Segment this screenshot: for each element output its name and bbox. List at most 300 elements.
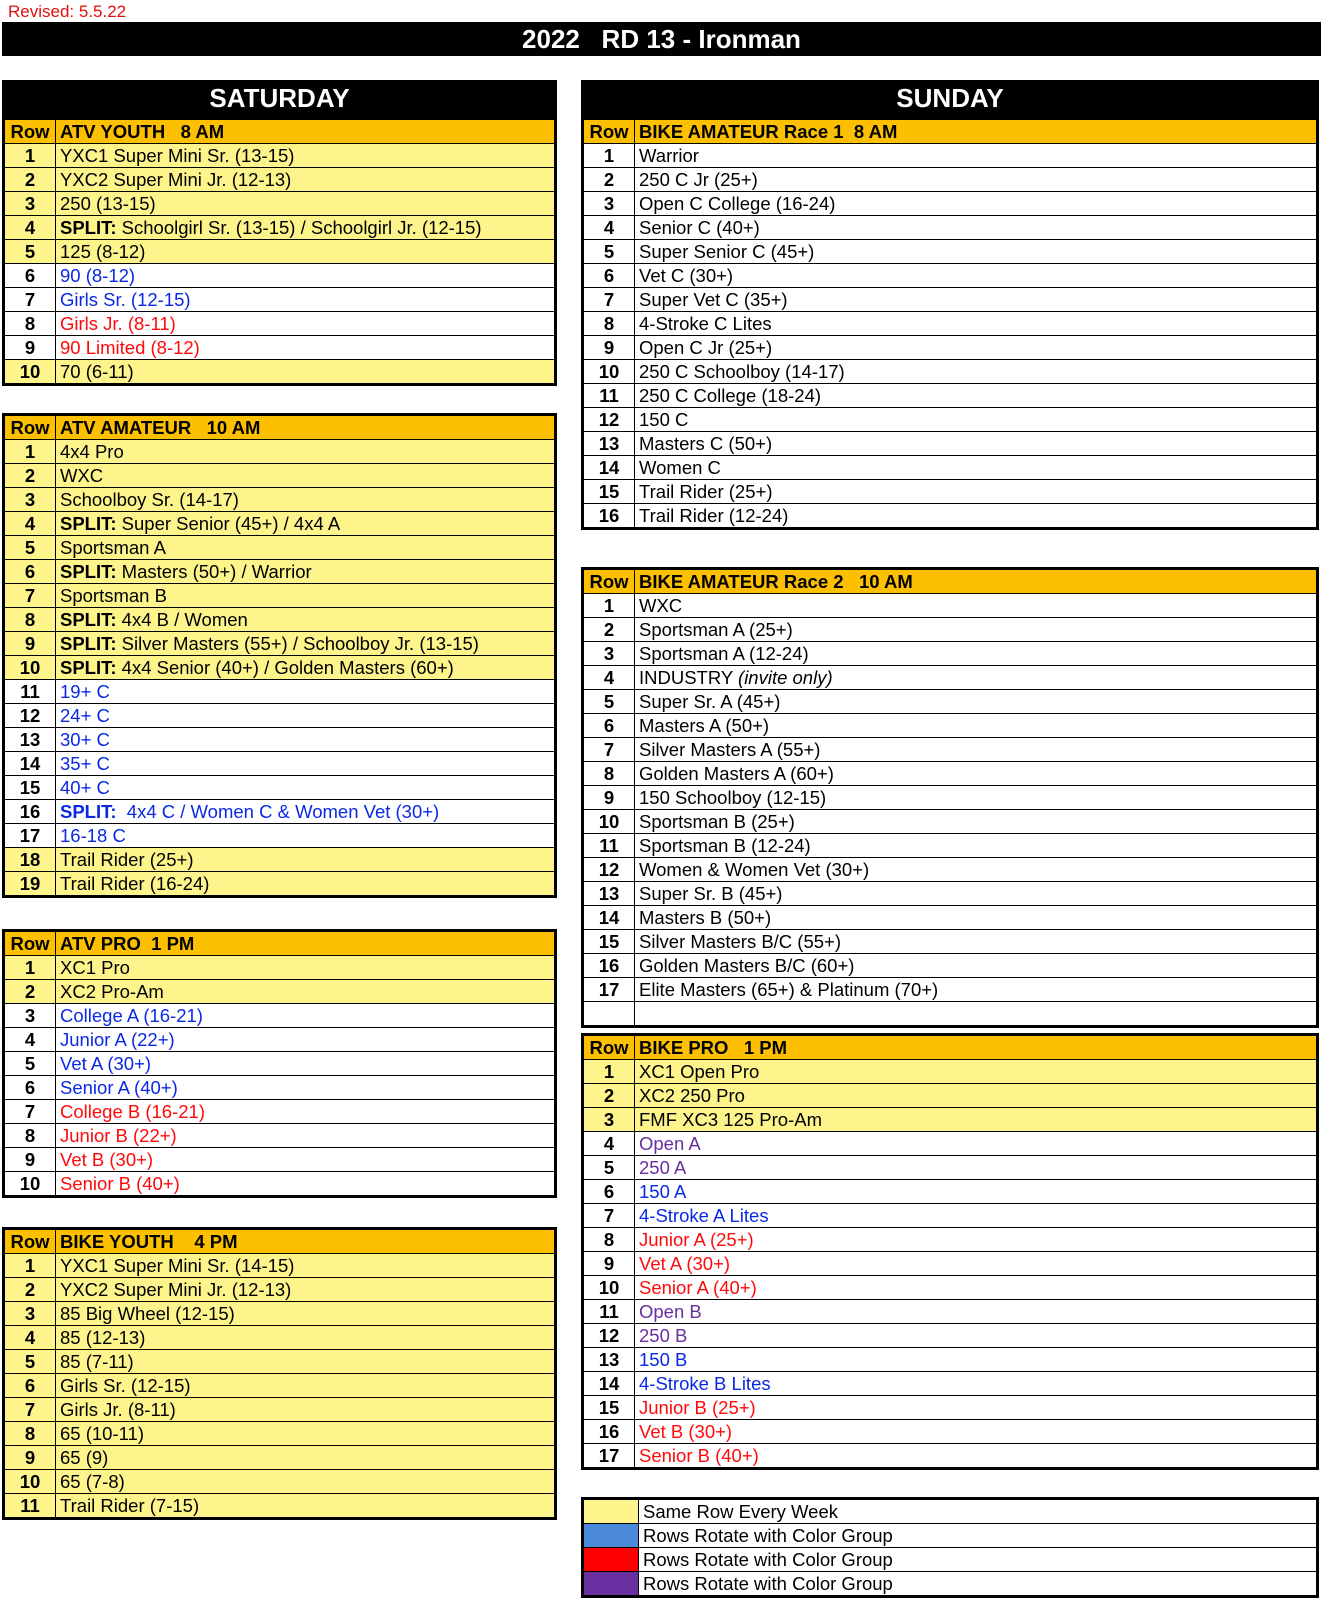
table-row: [4, 632, 556, 656]
row-number: 4: [603, 666, 615, 688]
class-name: Girls Jr. (8-11): [60, 312, 176, 334]
class-name: 4x4 Senior (40+) / Golden Masters (60+): [116, 656, 454, 678]
class-name: XC2 250 Pro: [639, 1084, 745, 1106]
class-name: Senior A (40+): [639, 1276, 757, 1298]
class-name: 250 C Jr (25+): [639, 168, 758, 190]
class-name: 85 (7-11): [60, 1350, 134, 1372]
class-name: 90 (8-12): [60, 264, 136, 286]
table-row: [583, 1228, 1318, 1252]
class-name: 4x4 B / Women: [116, 608, 248, 630]
legend-item: [583, 1524, 1318, 1548]
class-name: Senior B (40+): [639, 1444, 759, 1466]
class-name: Trail Rider (12-24): [639, 504, 789, 526]
row-number: 16: [598, 504, 620, 526]
table-row: [4, 728, 556, 752]
row-number: 1: [603, 144, 615, 166]
row-number: 1: [603, 594, 615, 616]
table-row: [4, 1172, 556, 1197]
class-note: (invite only): [738, 666, 833, 688]
row-number: 1: [24, 144, 36, 166]
class-name: 70 (6-11): [60, 360, 134, 382]
legend-item: [583, 1548, 1318, 1572]
table-row: [583, 1132, 1318, 1156]
table-row: [583, 1060, 1318, 1084]
legend-item: [583, 1572, 1318, 1597]
class-name: Girls Sr. (12-15): [60, 288, 191, 310]
table-row: [583, 618, 1318, 642]
table-row: [4, 584, 556, 608]
row-number: 3: [24, 1302, 36, 1324]
table-row: [583, 882, 1318, 906]
row-column-header: Row: [10, 932, 50, 954]
class-name: Sportsman A (12-24): [639, 642, 809, 664]
table-row: [583, 858, 1318, 882]
class-name: Super Senior C (45+): [639, 240, 815, 262]
row-number: 8: [603, 762, 615, 784]
section-title: BIKE AMATEUR Race 1 8 AM: [639, 120, 898, 142]
row-number: 8: [24, 608, 36, 630]
row-number: 8: [603, 312, 615, 334]
class-name: 4-Stroke C Lites: [639, 312, 772, 334]
table-row: [4, 464, 556, 488]
table-row: [583, 456, 1318, 480]
row-number: 13: [19, 728, 41, 750]
table-row: [583, 642, 1318, 666]
row-number: 9: [603, 786, 615, 808]
class-name: Golden Masters B/C (60+): [639, 954, 855, 976]
class-name: Elite Masters (65+) & Platinum (70+): [639, 978, 939, 1000]
table-row: [4, 848, 556, 872]
table-row: [4, 824, 556, 848]
row-number: 8: [603, 1228, 615, 1250]
table-row: [583, 1204, 1318, 1228]
class-name: WXC: [60, 464, 104, 486]
table-row: [4, 192, 556, 216]
table-row: [583, 954, 1318, 978]
bike-youth-table: [2, 1227, 557, 1520]
row-column-header: Row: [589, 1036, 629, 1058]
class-name: WXC: [639, 594, 683, 616]
row-number: 2: [24, 168, 36, 190]
table-row: [583, 1324, 1318, 1348]
row-number: 7: [24, 1100, 36, 1122]
table-row: [583, 738, 1318, 762]
row-number: 4: [24, 1028, 36, 1050]
section-header-row: [4, 931, 556, 956]
table-row: [4, 1148, 556, 1172]
table-row: [4, 288, 556, 312]
row-number: 2: [603, 618, 615, 640]
section-title: BIKE PRO 1 PM: [639, 1036, 788, 1058]
row-number: 5: [603, 1156, 615, 1178]
class-name: 4x4 C / Women C & Women Vet (30+): [116, 800, 440, 822]
class-name: Trail Rider (7-15): [60, 1494, 200, 1516]
row-number: 7: [603, 738, 615, 760]
table-row: [4, 1278, 556, 1302]
row-number: 6: [603, 264, 615, 286]
row-number: 3: [603, 1108, 615, 1130]
atv-youth-table: [2, 117, 557, 386]
class-name: College B (16-21): [60, 1100, 205, 1122]
table-row: [4, 1028, 556, 1052]
row-number: 1: [24, 440, 36, 462]
row-number: 14: [598, 456, 620, 478]
row-number: 6: [24, 1076, 36, 1098]
class-name: Vet A (30+): [639, 1252, 731, 1274]
table-row: [4, 312, 556, 336]
row-column-header: Row: [589, 570, 629, 592]
class-name: 150 Schoolboy (12-15): [639, 786, 827, 808]
table-row: [583, 594, 1318, 618]
split-label: SPLIT:: [60, 512, 117, 534]
class-name: 4-Stroke B Lites: [639, 1372, 771, 1394]
row-number: 13: [598, 432, 620, 454]
row-number: 9: [24, 336, 36, 358]
class-name: Junior A (22+): [60, 1028, 175, 1050]
class-name: 85 Big Wheel (12-15): [60, 1302, 235, 1324]
bike-amateur-race2-table: [581, 567, 1319, 1028]
row-number: 13: [598, 882, 620, 904]
row-number: 7: [603, 288, 615, 310]
table-row: [4, 440, 556, 464]
class-name: Silver Masters B/C (55+): [639, 930, 842, 952]
row-number: 8: [24, 312, 36, 334]
section-header-row: [583, 569, 1318, 594]
legend-swatch: [583, 1524, 639, 1548]
class-name: 125 (8-12): [60, 240, 146, 262]
row-number: 18: [19, 848, 41, 870]
row-number: 17: [19, 824, 41, 846]
class-name: Girls Sr. (12-15): [60, 1374, 191, 1396]
table-row: [4, 956, 556, 980]
atv-pro-table: [2, 929, 557, 1198]
color-legend: [581, 1497, 1319, 1598]
class-name: Women C: [639, 456, 721, 478]
row-number: 8: [24, 1422, 36, 1444]
row-number: 10: [598, 360, 620, 382]
section-title: ATV YOUTH 8 AM: [60, 120, 225, 142]
class-name: YXC2 Super Mini Jr. (12-13): [60, 168, 292, 190]
table-row: [583, 1396, 1318, 1420]
section-title: ATV AMATEUR 10 AM: [60, 416, 261, 438]
row-number: 11: [599, 384, 619, 406]
split-label: SPLIT:: [60, 560, 117, 582]
class-name: FMF XC3 125 Pro-Am: [639, 1108, 822, 1130]
atv-amateur-table: [2, 413, 557, 898]
class-name: 250 C College (18-24): [639, 384, 822, 406]
table-row: [583, 762, 1318, 786]
class-name: Open A: [639, 1132, 701, 1154]
row-number: 10: [19, 1172, 41, 1194]
table-row: [583, 1300, 1318, 1324]
table-row: [4, 1494, 556, 1519]
class-name: Warrior: [639, 144, 699, 166]
row-number: 17: [598, 1444, 620, 1466]
table-row: [4, 168, 556, 192]
row-number: 3: [603, 192, 615, 214]
row-number: 17: [598, 978, 620, 1000]
row-number: 9: [603, 336, 615, 358]
table-row: [4, 1254, 556, 1278]
table-row: [583, 1372, 1318, 1396]
row-number: 16: [19, 800, 41, 822]
class-name: 65 (10-11): [60, 1422, 144, 1444]
row-column-header: Row: [10, 1230, 50, 1252]
table-row: [4, 512, 556, 536]
legend-label: Rows Rotate with Color Group: [643, 1548, 893, 1570]
class-name: 24+ C: [60, 704, 110, 726]
class-name: INDUSTRY: [639, 666, 739, 688]
class-name: 150 B: [639, 1348, 688, 1370]
class-name: Super Sr. B (45+): [639, 882, 783, 904]
table-row: [4, 1470, 556, 1494]
row-number: 5: [24, 1350, 36, 1372]
class-name: Junior B (22+): [60, 1124, 177, 1146]
table-row: [583, 264, 1318, 288]
row-number: 14: [19, 752, 41, 774]
table-row: [583, 1444, 1318, 1469]
row-number: 15: [598, 1396, 620, 1418]
class-name: Trail Rider (25+): [639, 480, 773, 502]
class-name: 90 Limited (8-12): [60, 336, 200, 358]
split-label: SPLIT:: [60, 656, 117, 678]
table-row: [583, 666, 1318, 690]
row-number: 6: [603, 714, 615, 736]
table-row: [583, 480, 1318, 504]
class-name: 250 (13-15): [60, 192, 156, 214]
table-row: [583, 144, 1318, 168]
class-name: 4-Stroke A Lites: [639, 1204, 769, 1226]
section-header-row: [4, 415, 556, 440]
row-number: 14: [598, 906, 620, 928]
class-name: Super Sr. A (45+): [639, 690, 781, 712]
table-row: [583, 810, 1318, 834]
table-row: [583, 192, 1318, 216]
table-row: [4, 680, 556, 704]
table-row: [4, 1100, 556, 1124]
class-name: Sportsman A (25+): [639, 618, 793, 640]
row-number: 10: [19, 1470, 41, 1492]
table-row: [4, 144, 556, 168]
row-number: 5: [24, 536, 36, 558]
table-row: [4, 488, 556, 512]
table-row: [583, 906, 1318, 930]
class-name: Masters B (50+): [639, 906, 772, 928]
table-row: [4, 704, 556, 728]
class-name: 250 C Schoolboy (14-17): [639, 360, 845, 382]
row-number: 12: [598, 858, 620, 880]
class-name: Women & Women Vet (30+): [639, 858, 870, 880]
table-row: [4, 240, 556, 264]
row-number: 4: [24, 512, 36, 534]
page-title: 2022 RD 13 - Ironman: [2, 22, 1321, 56]
class-name: 250 A: [639, 1156, 687, 1178]
table-row: [4, 1374, 556, 1398]
class-name: Open B: [639, 1300, 702, 1322]
table-row: [583, 1276, 1318, 1300]
class-name: Sportsman B: [60, 584, 167, 606]
class-name: 40+ C: [60, 776, 110, 798]
class-name: Masters (50+) / Warrior: [116, 560, 312, 582]
table-row: [583, 288, 1318, 312]
row-number: 6: [603, 1180, 615, 1202]
table-row: [4, 1302, 556, 1326]
section-header-row: [4, 1229, 556, 1254]
table-row: [583, 240, 1318, 264]
class-name: Trail Rider (25+): [60, 848, 194, 870]
table-row: [4, 216, 556, 240]
row-number: 2: [24, 980, 36, 1002]
class-name: Senior B (40+): [60, 1172, 180, 1194]
table-row: [583, 978, 1318, 1002]
row-number: 15: [598, 480, 620, 502]
class-name: Girls Jr. (8-11): [60, 1398, 176, 1420]
class-name: 150 A: [639, 1180, 687, 1202]
table-row: [583, 1348, 1318, 1372]
row-number: 1: [24, 956, 36, 978]
row-number: 14: [598, 1372, 620, 1394]
table-row: [583, 1156, 1318, 1180]
row-number: 15: [598, 930, 620, 952]
row-number: 9: [24, 632, 36, 654]
class-name: Senior C (40+): [639, 216, 760, 238]
row-number: 6: [24, 1374, 36, 1396]
table-row: [4, 1350, 556, 1374]
class-name: Sportsman B (12-24): [639, 834, 811, 856]
class-name: YXC1 Super Mini Sr. (14-15): [60, 1254, 295, 1276]
row-number: 7: [24, 584, 36, 606]
row-number: 9: [24, 1446, 36, 1468]
legend-swatch: [583, 1499, 639, 1524]
table-row: [583, 1084, 1318, 1108]
row-number: 3: [24, 192, 36, 214]
row-number: 4: [603, 1132, 615, 1154]
bike-amateur-race1-table: [581, 117, 1319, 530]
row-number: 6: [24, 264, 36, 286]
bike-pro-table: [581, 1033, 1319, 1470]
table-row: [583, 786, 1318, 810]
table-row: [4, 656, 556, 680]
section-title: ATV PRO 1 PM: [60, 932, 195, 954]
table-row: [4, 980, 556, 1004]
table-row: [4, 336, 556, 360]
class-name: College A (16-21): [60, 1004, 203, 1026]
table-row: [583, 312, 1318, 336]
class-name: Silver Masters A (55+): [639, 738, 821, 760]
class-name: Super Senior (45+) / 4x4 A: [116, 512, 341, 534]
table-row: [583, 714, 1318, 738]
row-number: 3: [24, 1004, 36, 1026]
row-number: 12: [19, 704, 41, 726]
row-number: 9: [24, 1148, 36, 1170]
class-name: Sportsman B (25+): [639, 810, 795, 832]
table-row: [4, 360, 556, 385]
table-row: [4, 1076, 556, 1100]
table-row: [4, 608, 556, 632]
table-row: [4, 1124, 556, 1148]
row-number: 1: [603, 1060, 615, 1082]
row-column-header: Row: [10, 120, 50, 142]
class-name: 250 B: [639, 1324, 688, 1346]
row-number: 9: [603, 1252, 615, 1274]
class-name: XC1 Open Pro: [639, 1060, 760, 1082]
table-row: [4, 1004, 556, 1028]
row-number: 8: [24, 1124, 36, 1146]
row-number: 11: [599, 834, 619, 856]
class-name: 150 C: [639, 408, 689, 430]
class-name: Silver Masters (55+) / Schoolboy Jr. (13-15): [116, 632, 479, 654]
row-number: 10: [598, 810, 620, 832]
table-row: [4, 560, 556, 584]
class-name: 65 (9): [60, 1446, 109, 1468]
table-row: [4, 536, 556, 560]
table-row: [583, 432, 1318, 456]
class-name: Open C Jr (25+): [639, 336, 773, 358]
table-row: [4, 752, 556, 776]
class-name: Vet C (30+): [639, 264, 734, 286]
class-name: Trail Rider (16-24): [60, 872, 210, 894]
table-row: [4, 1052, 556, 1076]
class-name: Vet A (30+): [60, 1052, 152, 1074]
section-header-row: [583, 1035, 1318, 1060]
section-header-row: [4, 119, 556, 144]
split-label: SPLIT:: [60, 216, 117, 238]
row-number: 2: [24, 464, 36, 486]
table-row: [4, 1446, 556, 1470]
legend-item: [583, 1499, 1318, 1524]
row-number: 19: [19, 872, 41, 894]
class-name: Schoolboy Sr. (14-17): [60, 488, 239, 510]
saturday-header: SATURDAY: [2, 80, 557, 117]
class-name: YXC1 Super Mini Sr. (13-15): [60, 144, 295, 166]
row-number: 5: [603, 240, 615, 262]
table-row: [583, 1108, 1318, 1132]
row-number: 13: [598, 1348, 620, 1370]
split-label: SPLIT:: [60, 608, 117, 630]
table-row: [4, 776, 556, 800]
row-number: 7: [24, 1398, 36, 1420]
table-row: [4, 872, 556, 897]
legend-label: Rows Rotate with Color Group: [643, 1524, 893, 1546]
table-row: [583, 1002, 1318, 1027]
table-row: [583, 408, 1318, 432]
table-row: [583, 360, 1318, 384]
row-number: 3: [603, 642, 615, 664]
class-name: YXC2 Super Mini Jr. (12-13): [60, 1278, 292, 1300]
row-number: 10: [598, 1276, 620, 1298]
row-number: 4: [24, 1326, 36, 1348]
table-row: [583, 930, 1318, 954]
legend-label: Same Row Every Week: [643, 1500, 838, 1522]
row-number: 10: [19, 360, 41, 382]
class-name: 85 (12-13): [60, 1326, 146, 1348]
table-row: [583, 168, 1318, 192]
section-header-row: [583, 119, 1318, 144]
table-row: [583, 384, 1318, 408]
sunday-header: SUNDAY: [581, 80, 1319, 117]
class-name: Junior B (25+): [639, 1396, 756, 1418]
class-name: Sportsman A: [60, 536, 166, 558]
class-name: XC2 Pro-Am: [60, 980, 164, 1002]
table-row: [583, 216, 1318, 240]
row-number: 4: [24, 216, 36, 238]
class-name: Super Vet C (35+): [639, 288, 788, 310]
table-row: [583, 1252, 1318, 1276]
table-row: [4, 1326, 556, 1350]
row-number: 4: [603, 216, 615, 238]
split-label: SPLIT:: [60, 632, 117, 654]
section-title: BIKE YOUTH 4 PM: [60, 1230, 238, 1252]
